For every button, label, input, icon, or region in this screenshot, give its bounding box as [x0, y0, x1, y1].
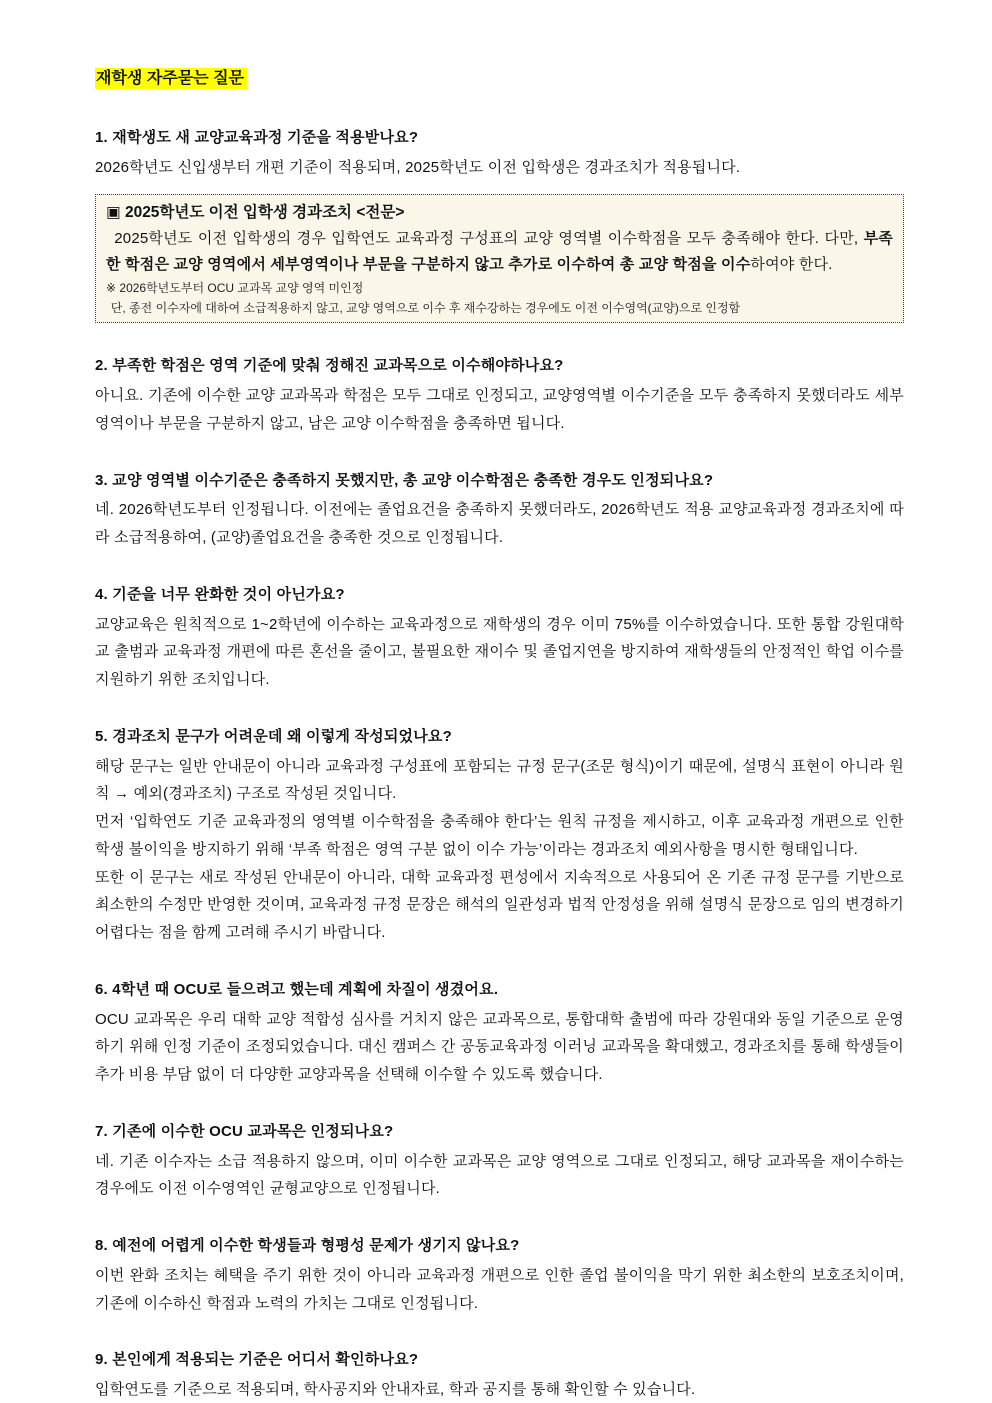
notice-box-body-prefix: 2025학년도 이전 입학생의 경우 입학연도 교육과정 구성표의 교양 영역별 이수학점을 모두 충족해야 한다. 다만,	[114, 229, 864, 247]
faq-question-6: 6. 4학년 때 OCU로 들으려고 했는데 계획에 차질이 생겼어요.	[95, 980, 499, 998]
faq-answer-8: 이번 완화 조치는 혜택을 주기 위한 것이 아니라 교육과정 개편으로 인한 졸업 불이익을 막기 위한 최소한의 보호조치이며, 기존에 이수하신 학점과 노력의 가치는 그대로 인정됩니다.	[95, 1266, 904, 1312]
notice-box-note-1: ※ 2026학년도부터 OCU 교과목 교양 영역 미인정	[106, 281, 364, 296]
faq-answer-6: OCU 교과목은 우리 대학 교양 적합성 심사를 거치지 않은 교과목으로, 통합대학 출범에 따라 강원대와 동일 기준으로 운영하기 위해 인정 기준이 조정되었습니다. 대신 캠퍼스 간 공동교육과정 이러닝 교과목을 확대했고, 경과조치를 통해 학생들이 추가 비용 부담 없이 더 다양한 교양과목을 선택해 이수할 수 있도록 했습니다.	[95, 1010, 904, 1084]
faq-item-2	[95, 352, 904, 437]
faq-question-5: 5. 경과조치 문구가 어려운데 왜 이렇게 작성되었나요?	[95, 727, 452, 745]
faq-item-6	[95, 976, 904, 1089]
transition-measure-notice-box	[95, 194, 904, 323]
faq-question-2: 2. 부족한 학점은 영역 기준에 맞춰 정해진 교과목으로 이수해야하나요?	[95, 357, 564, 375]
faq-answer-4: 교양교육은 원칙적으로 1~2학년에 이수하는 교육과정으로 재학생의 경우 이미 75%를 이수하였습니다. 또한 통합 강원대학교 출범과 교육과정 개편에 따른 혼선을 줄이고, 불필요한 재이수 및 졸업지연을 방지하여 재학생들의 안정적인 학업 이수를 지원하기 위한 조치입니다.	[95, 615, 904, 689]
faq-answer-5-paragraph-2: 먼저 ‘입학연도 기준 교육과정의 영역별 이수학점을 충족해야 한다’는 원칙 규정을 제시하고, 이후 교육과정 개편으로 인한 학생 불이익을 방지하기 위해 ‘부족 학점은 영역 구분 없이 이수 가능’이라는 경과조치 예외사항을 명시한 형태입니다.	[95, 813, 904, 858]
faq-item-4	[95, 581, 904, 694]
faq-item-7	[95, 1118, 904, 1203]
faq-question-1: 1. 재학생도 새 교양교육과정 기준을 적용받나요?	[95, 129, 419, 147]
faq-answer-2: 아니요. 기존에 이수한 교양 교과목과 학점은 모두 그대로 인정되고, 교양영역별 이수기준을 모두 충족하지 못했더라도 세부영역이나 부문을 구분하지 않고, 남은 교양 이수학점을 충족하면 됩니다.	[95, 387, 904, 432]
faq-question-9: 9. 본인에게 적용되는 기준은 어디서 확인하나요?	[95, 1351, 419, 1369]
faq-item-9	[95, 1346, 904, 1403]
faq-answer-1: 2026학년도 신입생부터 개편 기준이 적용되며, 2025학년도 이전 입학생은 경과조치가 적용됩니다.	[95, 159, 741, 177]
faq-item-8	[95, 1232, 904, 1317]
faq-item-1	[95, 124, 904, 182]
faq-question-4: 4. 기준을 너무 완화한 것이 아닌가요?	[95, 585, 345, 603]
notice-box-body-bold: 부족한 학점은 교양 영역에서 세부영역이나 부문을 구분하지 않고 추가로 이수하여 총 교양 학점을 이수	[106, 229, 893, 273]
notice-box-body	[106, 226, 893, 279]
faq-item-5	[95, 723, 904, 947]
document-title	[95, 68, 904, 90]
faq-answer-3: 네. 2026학년도부터 인정됩니다. 이전에는 졸업요건을 충족하지 못했더라도, 2026학년도 적용 교양교육과정 경과조치에 따라 소급적용하여, (교양)졸업요건을 충족한 것으로 인정됩니다.	[95, 501, 904, 547]
faq-answer-9: 입학연도를 기준으로 적용되며, 학사공지와 안내자료, 학과 공지를 통해 확인할 수 있습니다.	[95, 1381, 696, 1399]
faq-answer-5-paragraph-1: 해당 문구는 일반 안내문이 아니라 교육과정 구성표에 포함되는 규정 문구(조문 형식)이기 때문에, 설명식 표현이 아니라 원칙 → 예외(경과조치) 구조로 작성된 것입니다.	[95, 757, 904, 803]
faq-question-3: 3. 교양 영역별 이수기준은 충족하지 못했지만, 총 교양 이수학점은 충족한 경우도 인정되나요?	[95, 471, 714, 489]
notice-box-body-suffix: 하여야 한다.	[750, 255, 833, 273]
faq-answer-7: 네. 기존 이수자는 소급 적용하지 않으며, 이미 이수한 교과목은 교양 영역으로 그대로 인정되고, 해당 교과목을 재이수하는 경우에도 이전 이수영역인 균형교양으로 인정됩니다.	[95, 1152, 904, 1198]
faq-item-3	[95, 467, 904, 552]
faq-question-8: 8. 예전에 어렵게 이수한 학생들과 형평성 문제가 생기지 않나요?	[95, 1237, 520, 1255]
notice-box-title: ▣ 2025학년도 이전 입학생 경과조치 <전문>	[106, 203, 405, 221]
notice-box-note-2: 단, 종전 이수자에 대하여 소급적용하지 않고, 교양 영역으로 이수 후 재수강하는 경우에도 이전 이수영역(교양)으로 인정함	[110, 300, 741, 315]
page-title: 재학생 자주묻는 질문	[95, 68, 247, 89]
faq-question-7: 7. 기존에 이수한 OCU 교과목은 인정되나요?	[95, 1122, 394, 1140]
faq-answer-5-paragraph-3: 또한 이 문구는 새로 작성된 안내문이 아니라, 대학 교육과정 편성에서 지속적으로 사용되어 온 기존 규정 문구를 기반으로 최소한의 수정만 반영한 것이며, 교육과정 규정 문장은 해석의 일관성과 법적 안정성을 위해 설명식 문장으로 임의 변경하기 어렵다는 점을 함께 고려해 주시기 바랍니다.	[95, 868, 904, 942]
